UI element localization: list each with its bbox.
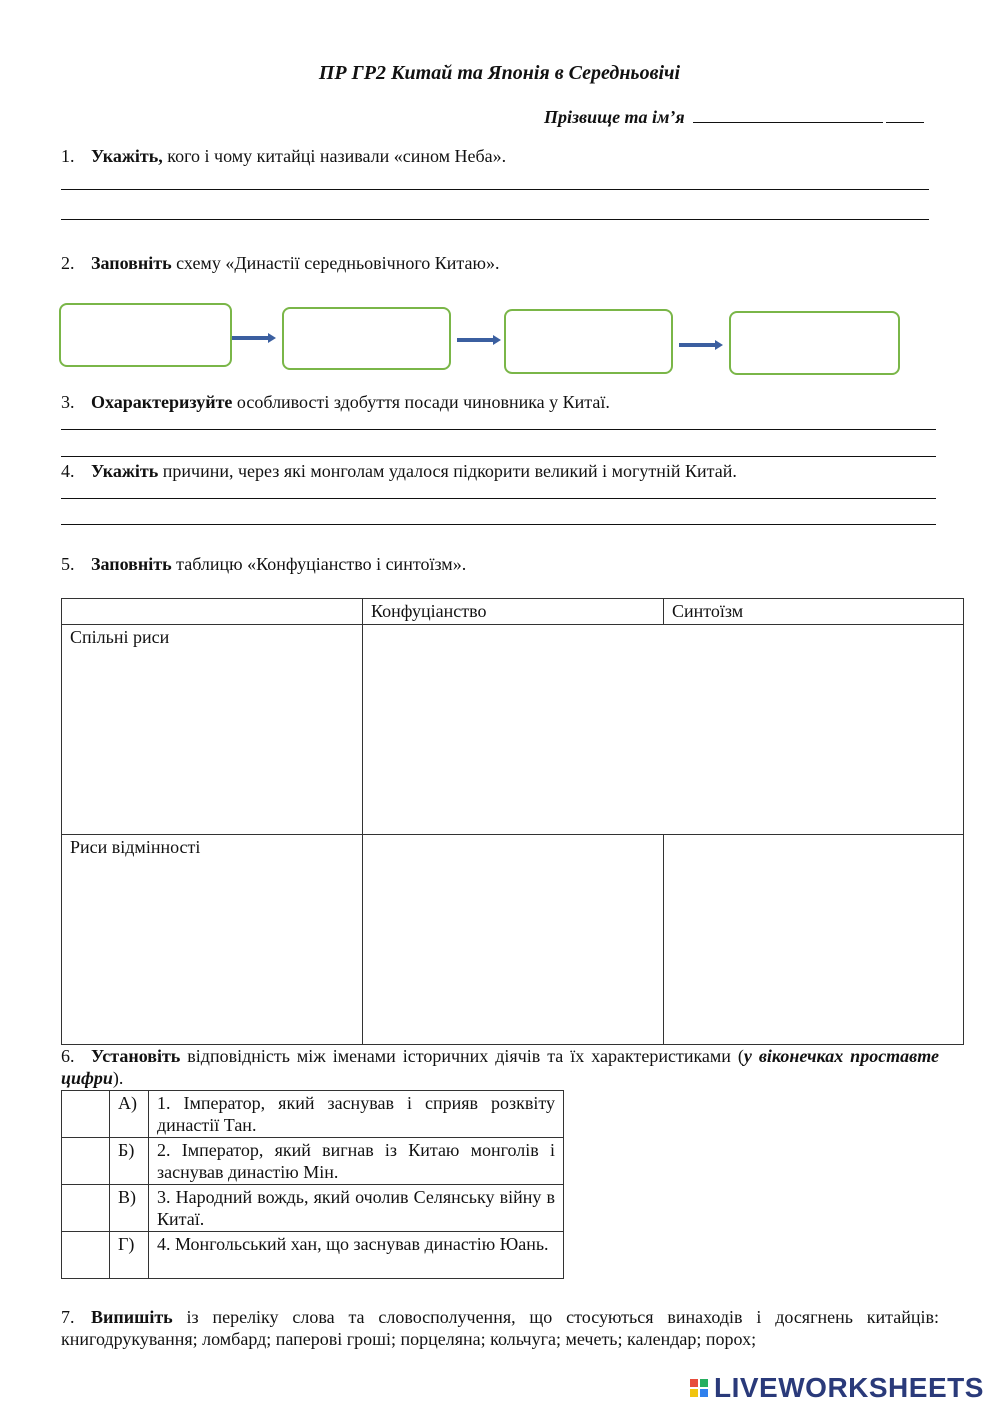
question-4 xyxy=(61,460,737,482)
dynasty-box-2[interactable] xyxy=(282,307,451,370)
question-verb: Установіть xyxy=(91,1046,181,1066)
answer-line[interactable] xyxy=(61,498,936,499)
answer-line[interactable] xyxy=(61,524,936,525)
question-text: таблицю «Конфуціанство і синтоїзм». xyxy=(171,554,467,574)
question-verb: Випишіть xyxy=(91,1307,173,1327)
answer-line[interactable] xyxy=(61,219,929,220)
question-number: 5. xyxy=(61,554,75,574)
question-verb: Укажіть xyxy=(91,461,159,481)
row-label-common: Спільні риси xyxy=(62,625,363,835)
dynasty-box-1[interactable] xyxy=(59,303,232,367)
arrow-right-icon xyxy=(457,337,501,343)
letter-label: Г) xyxy=(110,1232,149,1279)
question-7 xyxy=(61,1306,939,1352)
letter-label: А) xyxy=(110,1091,149,1138)
question-text: схему «Династії середньовічного Китаю». xyxy=(171,253,500,273)
question-verb: Заповніть xyxy=(91,253,172,273)
arrow-right-icon xyxy=(232,335,276,341)
question-text: відповідність між іменами історичних діячів та їх характеристиками ( xyxy=(180,1046,744,1066)
table-header-empty xyxy=(62,599,363,625)
answer-box[interactable] xyxy=(62,1091,110,1138)
description-cell: 3. Народний вождь, який очолив Селянську війну в Китаї. xyxy=(149,1185,564,1232)
answer-cell-shinto[interactable] xyxy=(664,835,964,1045)
name-input-line[interactable] xyxy=(693,104,883,123)
page-title: ПР ГР2 Китай та Японія в Середньовічі xyxy=(318,62,681,84)
question-number: 3. xyxy=(61,392,75,412)
answer-box[interactable] xyxy=(62,1232,110,1279)
answer-cell-common[interactable] xyxy=(363,625,964,835)
question-5 xyxy=(61,553,466,575)
answer-line[interactable] xyxy=(61,456,936,457)
arrow-right-icon xyxy=(679,342,723,348)
question-number: 7. xyxy=(61,1307,75,1327)
question-verb: Укажіть, xyxy=(91,146,163,166)
description-cell: 1. Імператор, який заснував і сприяв розквіту династії Тан. xyxy=(149,1091,564,1138)
description-cell: 4. Монгольський хан, що заснував династію Юань. xyxy=(149,1232,564,1279)
matching-table xyxy=(61,1090,564,1279)
letter-label: Б) xyxy=(110,1138,149,1185)
name-field-label xyxy=(544,104,924,128)
question-text: із переліку слова та словосполучення, що стосуються винаходів і досягнень китайців: книгодрукування; ломбард; паперові гроші; порцеляна; кольчуга; мечеть; календар; порох; xyxy=(61,1307,939,1349)
answer-line[interactable] xyxy=(61,189,929,190)
table-header-shinto: Синтоїзм xyxy=(664,599,964,625)
name-label-text: Прізвище та ім’я xyxy=(544,107,685,127)
logo-grid-icon xyxy=(690,1379,708,1397)
question-instruction: у віконечках проставте цифри xyxy=(61,1046,939,1088)
liveworksheets-logo xyxy=(690,1372,984,1404)
question-verb: Охарактеризуйте xyxy=(91,392,233,412)
answer-cell-confucianism[interactable] xyxy=(363,835,664,1045)
question-text: особливості здобуття посади чиновника у Китаї. xyxy=(232,392,610,412)
answer-box[interactable] xyxy=(62,1138,110,1185)
question-verb: Заповніть xyxy=(91,554,172,574)
row-label-differences: Риси відмінності xyxy=(62,835,363,1045)
comparison-table xyxy=(61,598,964,1045)
table-header-confucianism: Конфуціанство xyxy=(363,599,664,625)
question-number: 2. xyxy=(61,253,75,273)
dynasty-box-3[interactable] xyxy=(504,309,673,374)
logo-text: LIVEWORKSHEETS xyxy=(714,1372,984,1403)
question-2 xyxy=(61,252,499,274)
question-number: 4. xyxy=(61,461,75,481)
answer-line[interactable] xyxy=(61,429,936,430)
question-number: 1. xyxy=(61,146,75,166)
answer-box[interactable] xyxy=(62,1185,110,1232)
question-1 xyxy=(61,145,506,167)
question-6 xyxy=(61,1045,939,1089)
question-3 xyxy=(61,391,610,413)
name-input-line-tail[interactable] xyxy=(886,104,924,123)
question-text-end: ). xyxy=(112,1068,124,1088)
question-text: кого і чому китайці називали «сином Неба». xyxy=(162,146,507,166)
question-number: 6. xyxy=(61,1046,75,1066)
letter-label: В) xyxy=(110,1185,149,1232)
question-text: причини, через які монголам удалося підкорити великий і могутній Китай. xyxy=(158,461,737,481)
dynasty-box-4[interactable] xyxy=(729,311,900,375)
description-cell: 2. Імператор, який вигнав із Китаю монголів і заснував династію Мін. xyxy=(149,1138,564,1185)
